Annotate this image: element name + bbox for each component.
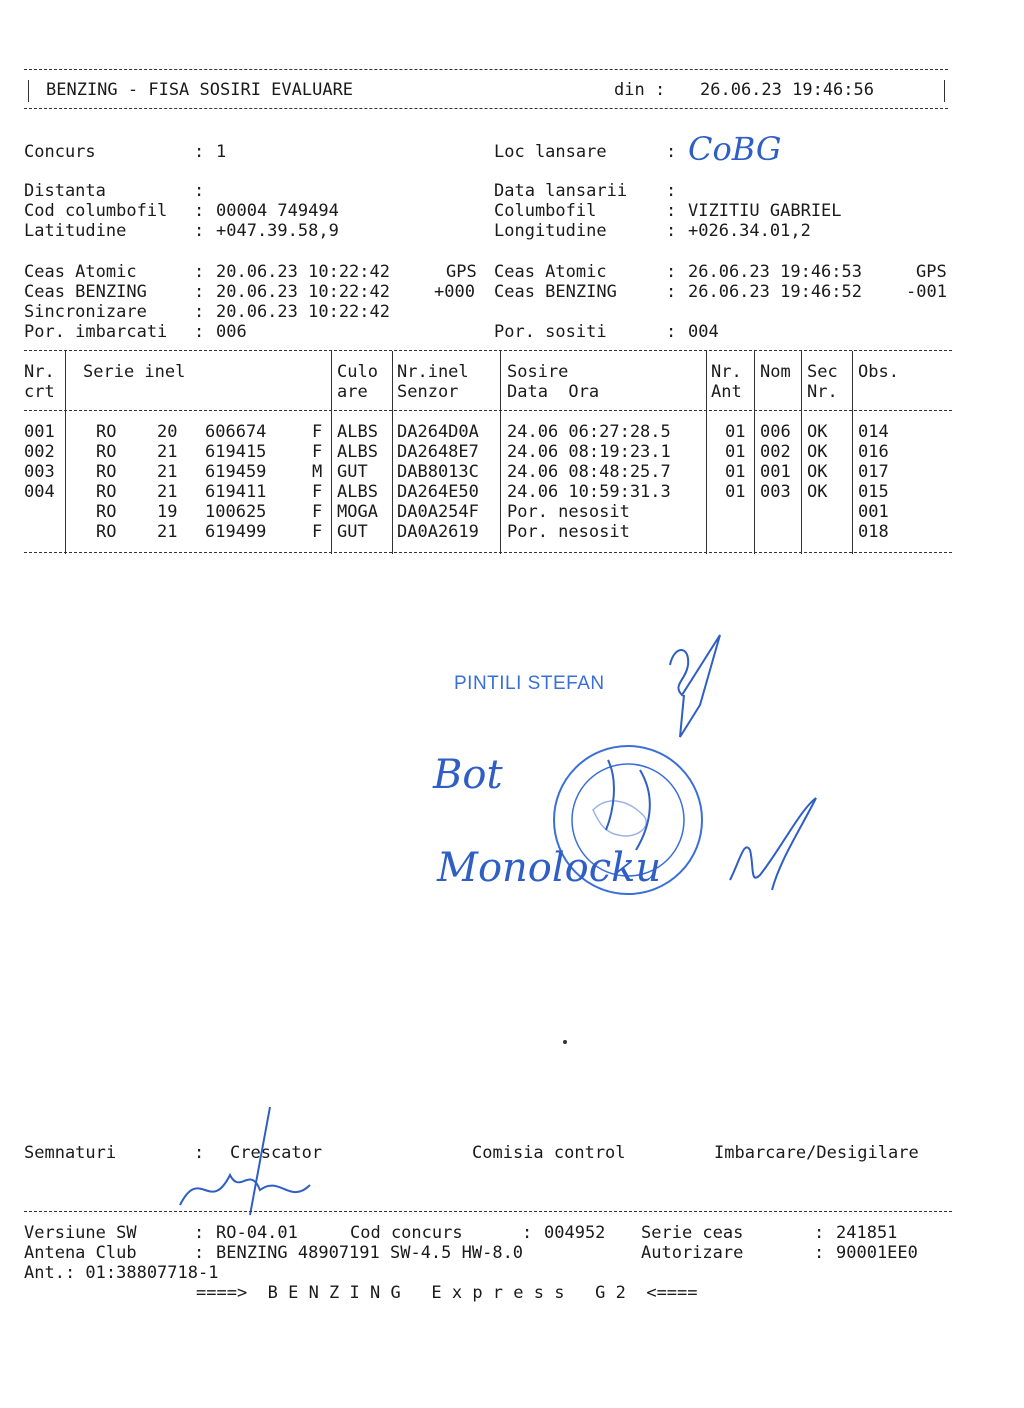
cell-sex: F [312, 422, 323, 442]
columbofil-colon: : [666, 201, 677, 221]
col-sep-crt [65, 351, 66, 554]
loc-label: Loc lansare [494, 142, 607, 162]
cell-sec: OK [807, 462, 828, 482]
concurs-colon: : [194, 142, 205, 162]
cell-year: 21 [157, 482, 178, 502]
col-sep-culo [392, 351, 393, 554]
header-title: BENZING - FISA SOSIRI EVALUARE [46, 80, 354, 100]
cell-obs: 015 [858, 482, 889, 502]
cell-sensor: DA2648E7 [397, 442, 479, 462]
col-sep-ant [754, 351, 755, 554]
cod-concurs-label: Cod concurs [350, 1223, 463, 1243]
clock-right-colon-1: : [666, 282, 677, 302]
clock-left-colon-0: : [194, 262, 205, 282]
cell-obs: 016 [858, 442, 889, 462]
distanta-label: Distanta [24, 181, 106, 201]
header-date-label: din : [614, 80, 666, 100]
th-nr: Nr. [24, 362, 55, 382]
cell-ant: 01 [725, 442, 746, 462]
cell-nr: 003 [24, 462, 55, 482]
cell-year: 21 [157, 462, 178, 482]
semnaturi-colon: : [194, 1143, 205, 1163]
clock-right-extra-0: GPS [916, 262, 947, 282]
col-sep-nom [801, 351, 802, 554]
th-sec: Sec [807, 362, 838, 382]
autorizare-colon: : [814, 1243, 825, 1263]
header-left-border [28, 80, 29, 102]
cell-obs: 014 [858, 422, 889, 442]
col-sep-sosire [706, 351, 707, 554]
cell-sex: F [312, 482, 323, 502]
sositi-colon: : [666, 322, 677, 342]
th-data-ora: Data Ora [507, 382, 600, 402]
cell-sec: OK [807, 442, 828, 462]
speck [563, 1040, 567, 1044]
clock-left-value-2: 20.06.23 10:22:42 [216, 302, 390, 322]
signature-right [720, 790, 840, 900]
cell-country: RO [96, 482, 117, 502]
cell-ring: 100625 [205, 502, 267, 522]
cell-ring: 619411 [205, 482, 267, 502]
cell-obs: 018 [858, 522, 889, 542]
th-nom: Nom [760, 362, 791, 382]
th-crt: crt [24, 382, 55, 402]
cell-color: GUT [337, 462, 368, 482]
cod-label: Cod columbofil [24, 201, 168, 221]
clock-right-label-1: Ceas BENZING [494, 282, 617, 302]
cod-value: 00004 749494 [216, 201, 339, 221]
cell-arrival: 24.06 08:48:25.7 [507, 462, 671, 482]
clock-left-extra-1: +000 [434, 282, 475, 302]
clock-left-colon-2: : [194, 302, 205, 322]
serie-ceas-value: 241851 [836, 1223, 898, 1243]
cell-color: ALBS [337, 422, 378, 442]
lat-label: Latitudine [24, 221, 127, 241]
cell-ant: 01 [725, 482, 746, 502]
cell-sensor: DAB8013C [397, 462, 479, 482]
header-bottom-rule [24, 108, 948, 109]
cell-sex: F [312, 522, 323, 542]
columbofil-label: Columbofil [494, 201, 597, 221]
versiune-value: RO-04.01 [216, 1223, 298, 1243]
stamp-name: PINTILI STEFAN [454, 673, 605, 694]
cell-country: RO [96, 502, 117, 522]
cod-concurs-colon: : [522, 1223, 533, 1243]
cell-nom: 006 [760, 422, 791, 442]
antena-value: BENZING 48907191 SW-4.5 HW-8.0 [216, 1243, 524, 1263]
imbarcati-label: Por. imbarcati [24, 322, 168, 342]
cell-year: 21 [157, 522, 178, 542]
cell-nr: 001 [24, 422, 55, 442]
semnaturi-label: Semnaturi [24, 1143, 117, 1163]
header-top-rule [24, 69, 948, 70]
table-bottom-rule [24, 552, 952, 553]
header-date-value: 26.06.23 19:46:56 [700, 80, 874, 100]
th-sosire: Sosire [507, 362, 569, 382]
clock-right-label-0: Ceas Atomic [494, 262, 607, 282]
cell-year: 21 [157, 442, 178, 462]
benzing-banner: ====> B E N Z I N G E x p r e s s G 2 <==== [196, 1283, 698, 1303]
th-sec-nr: Nr. [807, 382, 838, 402]
data-lansarii-colon: : [666, 181, 677, 201]
serie-ceas-label: Serie ceas [641, 1223, 744, 1243]
th-serie: Serie inel [83, 362, 186, 382]
cell-ring: 606674 [205, 422, 267, 442]
cell-color: ALBS [337, 442, 378, 462]
cell-color: GUT [337, 522, 368, 542]
cell-country: RO [96, 522, 117, 542]
clock-right-colon-0: : [666, 262, 677, 282]
th-ant-nr: Nr. [711, 362, 742, 382]
cell-sensor: DA0A254F [397, 502, 479, 522]
th-culo: Culo [337, 362, 378, 382]
cell-obs: 001 [858, 502, 889, 522]
table-header-rule [24, 410, 952, 411]
cell-arrival: Por. nesosit [507, 502, 630, 522]
cell-arrival: 24.06 08:19:23.1 [507, 442, 671, 462]
clock-left-extra-0: GPS [446, 262, 477, 282]
cell-nr: 002 [24, 442, 55, 462]
clock-left-value-1: 20.06.23 10:22:42 [216, 282, 390, 302]
columbofil-value: VIZITIU GABRIEL [688, 201, 842, 221]
long-label: Longitudine [494, 221, 607, 241]
clock-left-label-0: Ceas Atomic [24, 262, 137, 282]
cell-nom: 001 [760, 462, 791, 482]
cell-ring: 619415 [205, 442, 267, 462]
serie-ceas-colon: : [814, 1223, 825, 1243]
autorizare-label: Autorizare [641, 1243, 744, 1263]
clock-left-label-1: Ceas BENZING [24, 282, 147, 302]
th-inel: Nr.inel [397, 362, 469, 382]
th-ant: Ant [711, 382, 742, 402]
crescator-label: Crescator [230, 1143, 323, 1163]
comisia-label: Comisia control [472, 1143, 626, 1163]
clock-left-label-2: Sincronizare [24, 302, 147, 322]
cell-sec: OK [807, 422, 828, 442]
clock-left-value-0: 20.06.23 10:22:42 [216, 262, 390, 282]
loc-colon: : [666, 142, 677, 162]
clock-left-colon-1: : [194, 282, 205, 302]
col-sep-serie [331, 351, 332, 554]
antena-colon: : [194, 1243, 205, 1263]
cell-country: RO [96, 462, 117, 482]
cell-ant: 01 [725, 422, 746, 442]
cell-country: RO [96, 442, 117, 462]
cell-nom: 003 [760, 482, 791, 502]
versiune-label: Versiune SW [24, 1223, 137, 1243]
concurs-label: Concurs [24, 142, 96, 162]
cell-ring: 619499 [205, 522, 267, 542]
cell-year: 19 [157, 502, 178, 522]
cell-ant: 01 [725, 462, 746, 482]
cell-color: MOGA [337, 502, 378, 522]
cell-sensor: DA0A2619 [397, 522, 479, 542]
footer-rule [24, 1211, 952, 1212]
imbarcati-colon: : [194, 322, 205, 342]
autorizare-value: 90001EE0 [836, 1243, 918, 1263]
cell-arrival: 24.06 06:27:28.5 [507, 422, 671, 442]
long-colon: : [666, 221, 677, 241]
handwritten-bot: Bot [433, 752, 503, 798]
ant-line: Ant.: 01:38807718-1 [24, 1263, 219, 1283]
th-senzor: Senzor [397, 382, 459, 402]
cell-sex: M [312, 462, 323, 482]
concurs-value: 1 [216, 142, 227, 162]
cell-sex: F [312, 442, 323, 462]
distanta-colon: : [194, 181, 205, 201]
clock-right-value-1: 26.06.23 19:46:52 [688, 282, 862, 302]
cell-sensor: DA264D0A [397, 422, 479, 442]
cod-colon: : [194, 201, 205, 221]
cod-concurs-value: 004952 [544, 1223, 606, 1243]
loc-handwritten: CoBG [688, 130, 782, 168]
cell-arrival: Por. nesosit [507, 522, 630, 542]
cell-year: 20 [157, 422, 178, 442]
table-top-rule [24, 350, 952, 351]
cell-nom: 002 [760, 442, 791, 462]
signature-pintili [660, 625, 750, 745]
clock-right-value-0: 26.06.23 19:46:53 [688, 262, 862, 282]
data-lansarii-label: Data lansarii [494, 181, 628, 201]
cell-sec: OK [807, 482, 828, 502]
cell-color: ALBS [337, 482, 378, 502]
th-obs: Obs. [858, 362, 899, 382]
cell-obs: 017 [858, 462, 889, 482]
cell-arrival: 24.06 10:59:31.3 [507, 482, 671, 502]
cell-country: RO [96, 422, 117, 442]
clock-right-extra-1: -001 [906, 282, 947, 302]
versiune-colon: : [194, 1223, 205, 1243]
cell-sensor: DA264E50 [397, 482, 479, 502]
header-right-border [944, 80, 945, 102]
long-value: +026.34.01,2 [688, 221, 811, 241]
cell-ring: 619459 [205, 462, 267, 482]
lat-value: +047.39.58,9 [216, 221, 339, 241]
antena-label: Antena Club [24, 1243, 137, 1263]
th-are: are [337, 382, 368, 402]
handwritten-monolocku: Monolocku [437, 845, 662, 891]
imbarcati-value: 006 [216, 322, 247, 342]
col-sep-sec [852, 351, 853, 554]
cell-sex: F [312, 502, 323, 522]
col-sep-inel [500, 351, 501, 554]
imbarcare-label: Imbarcare/Desigilare [714, 1143, 919, 1163]
sositi-label: Por. sositi [494, 322, 607, 342]
sositi-value: 004 [688, 322, 719, 342]
cell-nr: 004 [24, 482, 55, 502]
lat-colon: : [194, 221, 205, 241]
signature-crescator [170, 1105, 330, 1225]
